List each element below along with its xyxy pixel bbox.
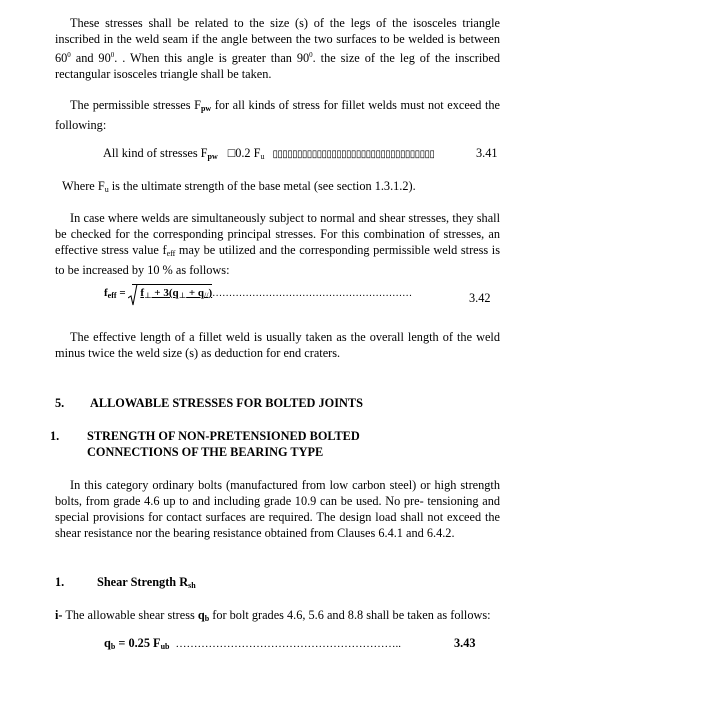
radical-sign-icon — [128, 284, 138, 306]
equation-number-3-41: 3.41 — [476, 146, 498, 160]
equation-3-41: All kind of stresses $F_{pw}$ □0.2 $F_u$ ▯▯▯▯▯▯▯▯▯▯▯▯▯▯▯▯▯▯▯▯▯▯▯▯▯▯▯▯▯▯▯▯▯ — [103, 146, 435, 161]
equation-3-43: $q_b = 0.25$ $F_{ub}$ …………………………………………………….. — [104, 636, 401, 651]
where-fu-definition: Where $F_u$ is the ultimate strength of the base metal (see section 1.3.1.2). — [62, 179, 416, 194]
square-root-symbol: $f_\perp + 3(q_\perp + q_{//})$ — [132, 284, 212, 304]
section-number: 5. — [55, 396, 65, 410]
paragraph-permissible-stresses: The permissible stresses $F_{pw}$ for all kinds of stress for fillet welds must not exceed the following: — [55, 98, 500, 132]
shear-strength-number: 1. — [55, 575, 65, 589]
paragraph-combined-stresses: In case where welds are simultaneously subject to normal and shear stresses, they shall be checked for the corresponding principal stresses. For this combination of stresses, an effective stress value $f_{eff}$ may be utilized and the corresponding permissible weld stress is to be increased by 10 % as follows: — [55, 211, 500, 277]
shear-strength-title: Shear Strength $R_{sh}$ — [97, 575, 196, 590]
subsection-title-line-1: STRENGTH OF NON-PRETENSIONED BOLTED — [87, 429, 360, 443]
paragraph-weld-leg-size: These stresses shall be related to the size (s) of the legs of the isosceles triangle inscribed in the weld seam if the angle between the two surfaces to be welded is between $60^0$ and $90^0$. . When this angle is greater than $90^0$. the size of the leg of the inscribed rectangular isosceles triangle shall be taken. — [55, 16, 500, 81]
subsection-title-line-2: CONNECTIONS OF THE BEARING TYPE — [87, 445, 324, 459]
section-title: ALLOWABLE STRESSES FOR BOLTED JOINTS — [90, 396, 363, 410]
paragraph-bolt-category: In this category ordinary bolts (manufactured from low carbon steel) or high strength bolts, from grade 4.6 up to and including grade 10.9 can be used. No pre- tensioning and special provisions for contact surfaces are required. The design load shall not exceed the shear resistance nor the bearing resistance obtained from Clauses 6.4.1 and 6.4.2. — [55, 478, 500, 540]
paragraph-effective-length: The effective length of a fillet weld is usually taken as the overall length of the weld minus twice the weld size (s) as deduction for end craters. — [55, 330, 500, 360]
subsection-number: 1. — [50, 429, 60, 443]
equation-number-3-43: 3.43 — [454, 636, 476, 650]
equation-3-42: $f_{eff}$ = $f_\perp + 3(q_\perp$ + $q_{//})\dots\dots\dots\dots\dots\dots\dots\dots\dots\dots\dots\dots\dots\dots\dots\dots\dots\dots\dots\dots$ — [104, 284, 412, 304]
equation-number-3-42: 3.42 — [469, 291, 491, 305]
item-i-allowable-shear: i- The allowable shear stress $q_b$ for bolt grades 4.6, 5.6 and 8.8 shall be taken as follows: — [55, 608, 491, 623]
